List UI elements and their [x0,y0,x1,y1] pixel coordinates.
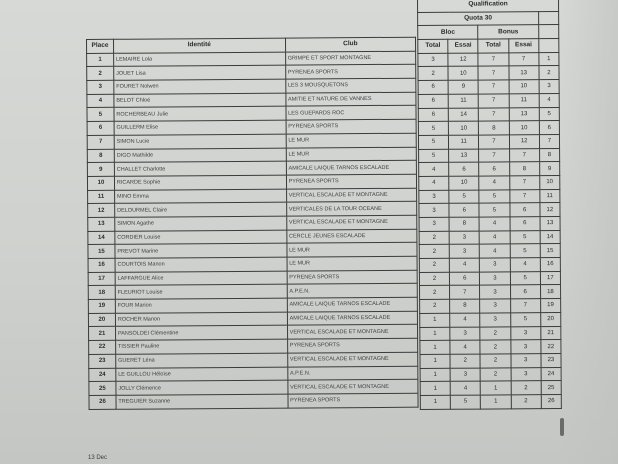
bonus-essai-cell: 5 [510,230,540,244]
bloc-essai-cell: 5 [449,190,479,204]
rank-cell: 12 [88,204,115,218]
rank-cell: 6 [539,121,559,135]
bonus-total-cell: 7 [478,80,508,94]
score-row [418,121,559,136]
rank-cell: 18 [540,285,560,299]
club-name: PYRENEA SPORTS [287,338,417,353]
bloc-essai-cell: 4 [450,381,480,395]
bloc-essai-cell: 4 [450,313,480,327]
rank-cell: 6 [87,121,114,135]
rank-cell: 4 [539,93,559,107]
rank-cell: 3 [539,80,559,94]
bonus-essai-cell: 2 [511,381,541,395]
score-row [418,107,559,122]
score-row [419,271,560,286]
rank-cell: 21 [89,327,116,341]
rank-cell: 5 [539,107,559,121]
rank-cell: 9 [87,162,114,176]
athlete-name: SIMON Agathe [115,216,287,231]
athlete-name: MINO Emma [114,189,286,204]
bloc-total-cell: 3 [419,190,449,204]
score-row [419,162,560,177]
club-name: LE MUR [287,256,417,271]
club-name: PYRENEA SPORTS [286,119,416,134]
rank-cell: 1 [539,52,559,66]
club-name: VERTICAL ESCALADE ET MONTAGNE [286,215,416,230]
score-row [419,175,560,190]
rank-cell: 9 [539,162,559,176]
bonus-essai-cell: 7 [508,52,538,66]
rank-cell: 21 [541,326,561,340]
rank-cell: 16 [88,258,115,272]
rank-cell: 15 [88,245,115,259]
club-name: AMICALE LAIQUE TARNOS ESCALADE [287,297,417,312]
header-name: Identité [113,38,285,53]
results-table [86,37,419,410]
score-row [420,367,561,382]
rank-cell: 1 [87,53,114,67]
bonus-essai-cell: 3 [511,354,541,368]
bloc-total-cell: 2 [419,245,449,259]
bonus-total-cell: 3 [480,272,510,286]
athlete-name: TREGUIER Suzanne [116,394,288,409]
athlete-name: LAFFARGUE Alice [115,271,287,286]
bloc-total-cell: 3 [418,53,448,67]
athlete-name: FLEURIOT Louise [115,284,287,299]
club-name: VERTICAL ESCALADE ET MONTAGNE [287,325,417,340]
club-name: AMITIE ET NATURE DE VANNES [286,92,416,107]
club-name: PYRENEA SPORTS [286,174,416,189]
athlete-name: CORDIER Louise [115,230,287,245]
header-bloc-total: Total [418,39,448,53]
rank-cell: 20 [88,313,115,327]
bloc-total-cell: 1 [420,313,450,327]
bonus-total-cell: 2 [480,367,510,381]
bonus-total-cell: 4 [479,217,509,231]
bloc-essai-cell: 2 [450,354,480,368]
club-name: PYRENEA SPORTS [288,393,418,408]
club-name: LES 3 MOUSQUETONS [285,78,415,93]
bonus-total-cell: 7 [479,94,509,108]
rank-cell: 8 [87,149,114,163]
rank-cell: 11 [540,189,560,203]
bloc-essai-cell: 8 [450,299,480,313]
rank-cell: 25 [89,381,116,395]
club-name: PYRENEA SPORTS [285,65,415,80]
bonus-total-cell: 7 [479,107,509,121]
bonus-total-cell: 7 [478,66,508,80]
athlete-name: JOUET Lisa [114,65,286,80]
table-row [89,393,418,409]
header-bloc-essai: Essai [448,39,478,53]
rank-cell: 17 [88,272,115,286]
rank-cell: 10 [87,176,114,190]
score-row [419,203,560,218]
club-name: GRIMPE ET SPORT MONTAGNE [285,51,415,66]
club-name: A.P.E.N. [287,284,417,299]
club-name: VERTICAL ESCALADE ET MONTAGNE [287,352,417,367]
bloc-total-cell: 1 [420,395,450,409]
bonus-essai-cell: 12 [509,135,539,149]
pen-mark [560,418,564,436]
bonus-total-cell: 1 [481,395,511,409]
score-row [420,299,561,314]
bonus-essai-cell: 5 [510,271,540,285]
bloc-essai-cell: 6 [450,272,480,286]
rank-cell: 26 [89,395,116,409]
bloc-essai-cell: 10 [449,121,479,135]
score-row [418,93,559,108]
rank-cell: 25 [541,381,561,395]
bonus-total-cell: 2 [480,340,510,354]
bonus-total-cell: 2 [480,326,510,340]
club-name: AMICALE LAIQUE TARNOS ESCALADE [287,311,417,326]
bloc-total-cell: 2 [418,67,448,81]
bloc-total-cell: 1 [420,327,450,341]
rank-cell: 24 [541,367,561,381]
bonus-essai-cell: 6 [510,285,540,299]
rank-cell: 23 [541,353,561,367]
club-name: CERCLE JEUNES ESCALADE [286,229,416,244]
rank-cell: 22 [89,340,116,354]
rank-cell: 2 [87,67,114,81]
bloc-essai-cell: 10 [448,67,478,81]
bloc-essai-cell: 7 [450,286,480,300]
quota-row [418,11,559,26]
bloc-total-cell: 2 [419,231,449,245]
bonus-essai-cell: 6 [510,217,540,231]
rank-cell: 15 [540,244,560,258]
score-row [418,52,559,67]
club-name: LE MUR [286,147,416,162]
rank-cell: 18 [88,286,115,300]
bonus-essai-cell: 5 [510,244,540,258]
club-name: LES GUEPARDS ROC [286,106,416,121]
bloc-essai-cell: 10 [449,176,479,190]
bonus-total-cell: 4 [480,244,510,258]
score-row [420,394,561,409]
club-name: LE MUR [287,243,417,258]
bloc-essai-cell: 5 [450,395,480,409]
bonus-total-cell: 7 [478,53,508,67]
club-name: LE MUR [286,133,416,148]
bonus-total-cell: 7 [479,148,509,162]
bloc-total-cell: 5 [418,121,448,135]
bloc-essai-cell: 11 [448,94,478,108]
bonus-total-cell: 3 [480,258,510,272]
rank-cell: 13 [540,217,560,231]
score-row [419,189,560,204]
bloc-total-cell: 2 [419,272,449,286]
score-row [419,230,560,245]
score-row [420,326,561,341]
rank-cell: 24 [89,368,116,382]
bonus-total-cell: 3 [480,285,510,299]
bloc-total-cell: 6 [418,108,448,122]
athlete-name: RICARDE Sophie [114,175,286,190]
score-row [419,217,560,232]
score-row [418,66,559,81]
bonus-total-cell: 5 [479,203,509,217]
bloc-total-cell: 1 [420,382,450,396]
bonus-essai-cell: 13 [509,66,539,80]
bloc-essai-cell: 3 [449,244,479,258]
bloc-essai-cell: 4 [450,258,480,272]
bonus-essai-cell: 8 [509,162,539,176]
bloc-essai-cell: 8 [449,217,479,231]
rank-cell: 5 [87,108,114,122]
bonus-essai-cell: 3 [510,340,540,354]
athlete-name: TISSIER Pauline [115,339,287,354]
bloc-essai-cell: 6 [449,203,479,217]
bonus-essai-cell: 3 [510,326,540,340]
bloc-essai-cell: 11 [449,135,479,149]
bloc-total-cell: 3 [419,204,449,218]
score-row [420,340,561,355]
bloc-essai-cell: 12 [448,53,478,67]
qualification-title: Qualification [418,0,559,12]
bloc-total-cell: 5 [419,149,449,163]
header-bonus-essai: Essai [508,39,538,53]
score-row [420,312,561,327]
rank-cell: 13 [88,217,115,231]
athlete-name: PANSOLDEI Clémentine [115,326,287,341]
bloc-essai-cell: 14 [448,108,478,122]
bloc-total-cell: 6 [418,94,448,108]
rank-cell: 19 [540,299,560,313]
subheader-row [418,39,559,54]
bloc-total-cell: 1 [420,340,450,354]
club-name: VERTICAL ESCALADE ET MONTAGNE [288,379,418,394]
bloc-total-cell: 1 [420,354,450,368]
bonus-total-cell: 4 [479,176,509,190]
rank-cell: 19 [88,299,115,313]
rank-cell: 20 [540,312,560,326]
rank-cell: 3 [87,80,114,94]
bonus-essai-cell: 10 [509,121,539,135]
athlete-name: LE GUILLOU Héloïse [116,367,288,382]
athlete-name: GUERET Léna [116,353,288,368]
bonus-essai-cell: 2 [511,395,541,409]
rank-cell: 14 [88,231,115,245]
group-row [418,25,559,40]
rank-cell: 2 [539,66,559,80]
score-row [420,381,561,396]
rank-cell: 7 [87,135,114,149]
athlete-name: COURTOIS Manon [115,257,287,272]
rank-cell: 26 [541,394,561,408]
quota-label: Quota 30 [418,11,539,26]
bonus-total-cell: 7 [479,135,509,149]
club-name: VERTICALES DE LA TOUR OCEANE [286,201,416,216]
bonus-essai-cell: 4 [510,258,540,272]
bloc-total-cell: 5 [418,135,448,149]
club-name: VERTICAL ESCALADE ET MONTAGNE [286,188,416,203]
athlete-name: DIGO Mathilde [114,148,286,163]
bloc-total-cell: 6 [418,80,448,94]
bloc-essai-cell: 13 [449,149,479,163]
bonus-essai-cell: 11 [509,93,539,107]
rank-cell: 4 [87,94,114,108]
rank-cell: 16 [540,258,560,272]
bonus-total-cell: 3 [480,313,510,327]
athlete-name: FOURET Nolwen [114,79,286,94]
bonus-total-cell: 4 [480,231,510,245]
score-row [419,258,560,273]
footer-note: 13 Dec [88,455,108,461]
header-place: Place [87,39,114,53]
athlete-name: PREVOT Marine [115,243,287,258]
rank-cell: 17 [540,271,560,285]
bloc-total-cell: 4 [419,176,449,190]
score-row [419,244,560,259]
bonus-total-cell: 3 [480,299,510,313]
qualification-table [417,0,562,410]
athlete-name: LEMAIRE Lola [113,52,285,67]
score-row [419,148,560,163]
score-row [420,285,561,300]
header-bonus: Bonus [478,25,538,39]
bloc-total-cell: 2 [420,286,450,300]
rank-cell: 10 [539,175,559,189]
athlete-name: DELOURMEL Claire [115,202,287,217]
club-name: PYRENEA SPORTS [287,270,417,285]
header-bonus-total: Total [478,39,508,53]
bonus-essai-cell: 7 [510,299,540,313]
bloc-essai-cell: 3 [450,368,480,382]
club-name: AMICALE LAIQUE TARNOS ESCALADE [286,160,416,175]
bonus-total-cell: 5 [479,189,509,203]
bonus-total-cell: 2 [480,354,510,368]
bloc-total-cell: 2 [420,299,450,313]
bonus-essai-cell: 10 [509,80,539,94]
rank-cell: 7 [539,134,559,148]
athlete-name: ROCHER Manon [115,312,287,327]
bloc-essai-cell: 3 [449,231,479,245]
bloc-essai-cell: 4 [450,340,480,354]
athlete-name: CHALLET Charlotte [114,161,286,176]
rank-cell: 14 [540,230,560,244]
bonus-total-cell: 8 [479,121,509,135]
rank-cell: 12 [540,203,560,217]
athlete-name: ROCHERBEAU Julie [114,107,286,122]
rank-cell: 23 [89,354,116,368]
bloc-essai-cell: 9 [448,80,478,94]
rank-cell: 8 [539,148,559,162]
rank-cell: 22 [541,340,561,354]
athlete-name: JOLLY Clémence [116,380,288,395]
athlete-name: GUILLERM Elise [114,120,286,135]
bonus-total-cell: 6 [479,162,509,176]
bonus-essai-cell: 13 [509,107,539,121]
bloc-total-cell: 4 [419,163,449,177]
score-row [418,80,559,95]
bonus-essai-cell: 7 [509,176,539,190]
bonus-essai-cell: 5 [510,312,540,326]
athlete-name: FOUR Marion [115,298,287,313]
bloc-total-cell: 2 [419,258,449,272]
bloc-total-cell: 3 [419,217,449,231]
score-row [418,134,559,149]
page-shadow [556,0,618,464]
club-name: A.P.E.N. [287,366,417,381]
rank-cell: 11 [88,190,115,204]
bloc-essai-cell: 6 [449,162,479,176]
header-club: Club [285,37,415,52]
header-bloc: Bloc [418,25,478,39]
bonus-essai-cell: 7 [509,189,539,203]
bonus-essai-cell: 7 [509,148,539,162]
bonus-essai-cell: 3 [511,367,541,381]
athlete-name: BELOT Chloé [114,93,286,108]
bonus-essai-cell: 6 [509,203,539,217]
athlete-name: SIMON Lucie [114,134,286,149]
bloc-total-cell: 1 [420,368,450,382]
score-row [420,353,561,368]
bonus-total-cell: 1 [481,381,511,395]
bloc-essai-cell: 3 [450,327,480,341]
